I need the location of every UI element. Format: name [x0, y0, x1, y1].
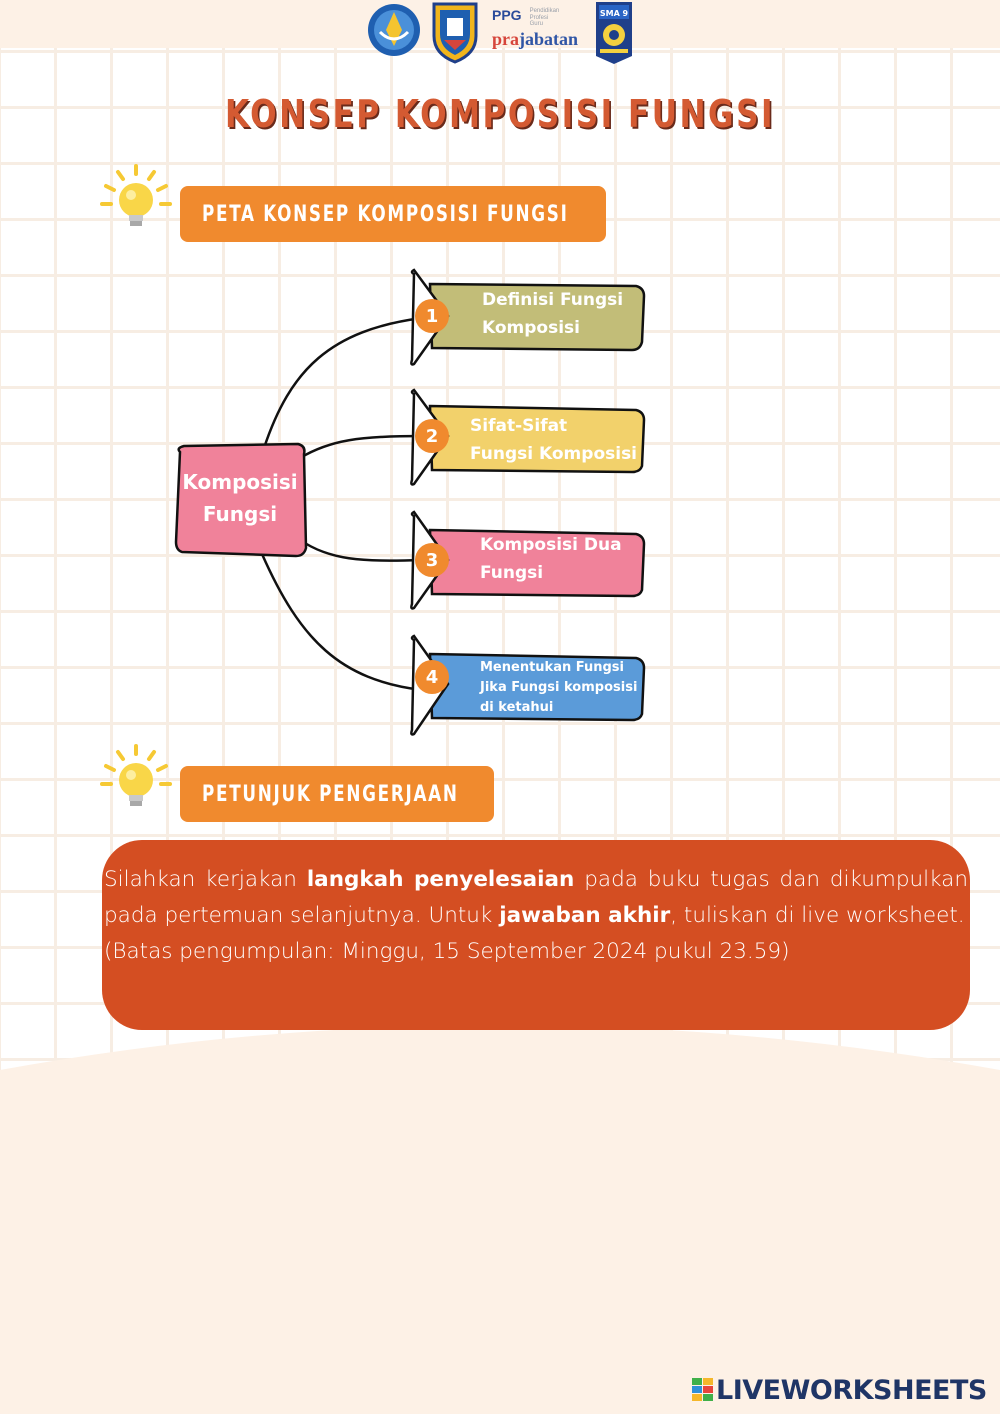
center-node-label: Komposisi Fungsi — [182, 470, 298, 526]
header-logos — [364, 0, 644, 66]
branch-3-number: 3 — [415, 543, 449, 577]
branch-1-label: Definisi Fungsi Komposisi — [482, 290, 624, 338]
section-instructions-label: PETUNJUK PENGERJAAN — [180, 766, 494, 822]
tut-wuri-logo — [366, 2, 422, 58]
instruction-paragraph: Silahkan kerjakan langkah penyelesaian pada buku tugas dan dikumpulkan pada pertemuan selanjutnya. Untuk jawaban akhir, tuliskan di live worksheet. — [104, 867, 968, 928]
branch-1-number: 1 — [415, 299, 449, 333]
ppg-label: PPG — [492, 7, 522, 23]
lightbulb-icon — [98, 162, 178, 234]
instruction-box — [102, 840, 970, 1030]
prajabatan-label: prajabatan — [492, 28, 579, 49]
liveworksheets-logo — [692, 1372, 992, 1408]
school-badge-logo — [594, 0, 634, 66]
branch-4-number: 4 — [415, 660, 449, 694]
branch-2-number: 2 — [415, 419, 449, 453]
ppg-sub-label: Pendidikan Profesi Guru — [529, 8, 560, 28]
lightbulb-icon — [98, 742, 178, 814]
liveworksheets-icon — [692, 1378, 714, 1402]
university-logo — [430, 0, 480, 64]
branch-2-label: Sifat-Sifat Fungsi Komposisi — [470, 416, 638, 464]
ppg-prajabatan-logo — [492, 8, 578, 48]
page-title: KONSEP KOMPOSISI FUNGSI — [224, 92, 776, 136]
branch-3-label: Komposisi Dua Fungsi — [480, 535, 622, 583]
liveworksheets-text: LIVEWORKSHEETS — [716, 1374, 987, 1406]
instruction-deadline: (Batas pengumpulan: Minggu, 15 September 2024 pukul 23.59) — [104, 939, 790, 964]
section-concept-map-label: PETA KONSEP KOMPOSISI FUNGSI — [180, 186, 606, 242]
bottom-wave — [0, 1020, 1000, 1414]
branch-4-label: Menentukan Fungsi Jika Fungsi komposisi di ketahui — [480, 660, 638, 715]
school-badge-text: SMA 9 — [599, 9, 629, 18]
